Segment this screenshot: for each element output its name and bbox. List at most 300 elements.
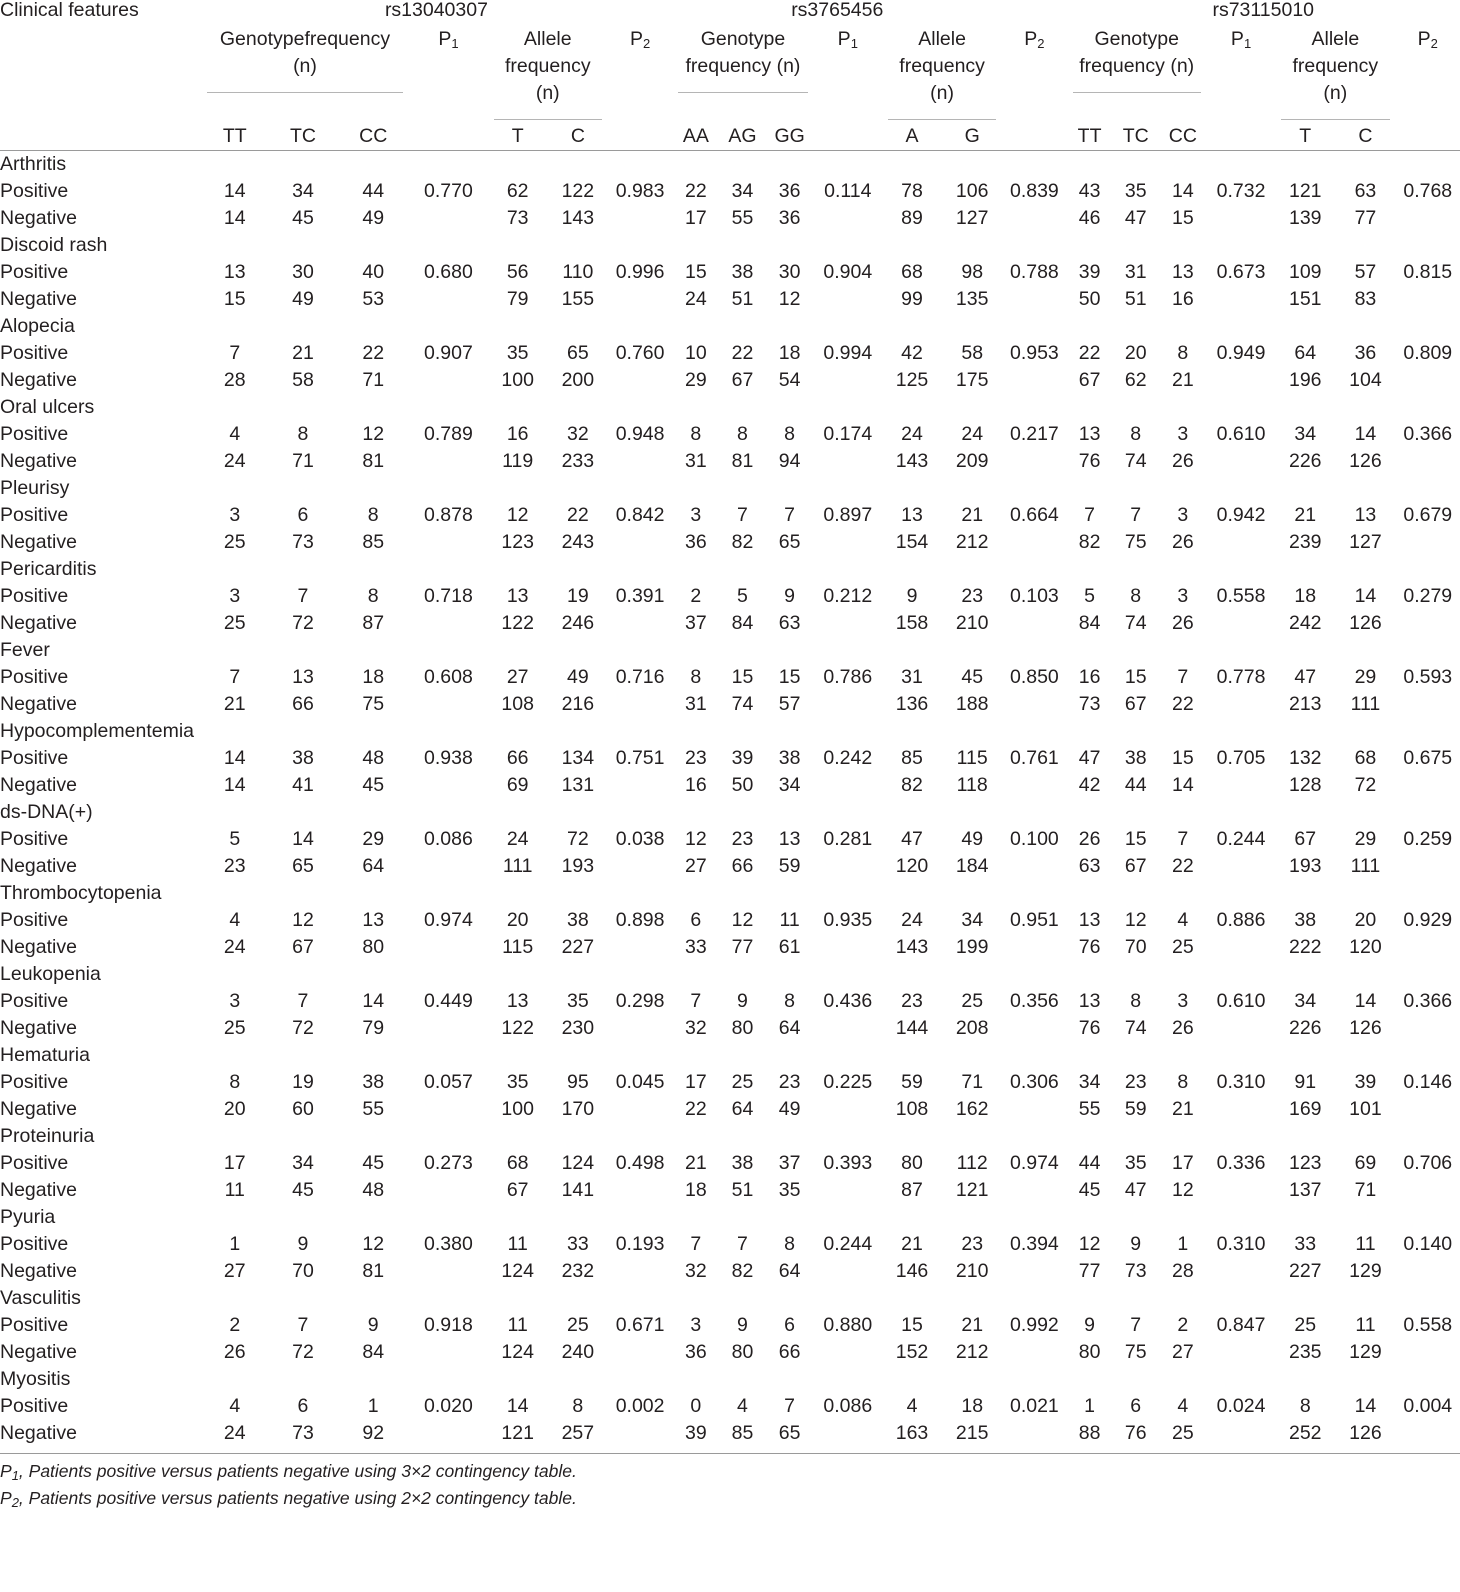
table-cell: 129 — [1349, 1260, 1382, 1282]
footnote-p2: $P_2$, Patients positive versus patients negative using 2×2 contingency table. — [0, 1488, 577, 1510]
negative-row — [0, 691, 1460, 718]
table-cell: 26 — [1172, 1017, 1194, 1039]
table-cell: 67 — [1294, 828, 1317, 850]
table-cell: 121 — [1288, 180, 1322, 202]
feature-label: Pyuria — [0, 1206, 56, 1228]
table-cell: 21 — [684, 1152, 707, 1174]
table-cell: 54 — [778, 369, 801, 391]
table-cell: 76 — [1124, 1422, 1147, 1444]
snp3-p1-heading: $P_1$ — [1230, 28, 1252, 51]
table-cell: 3 — [690, 1314, 702, 1336]
table-cell: 3 — [229, 990, 241, 1012]
table-cell — [1002, 772, 1066, 799]
snp2-genotype-col: AG — [719, 123, 765, 151]
table-cell: 21 — [1172, 369, 1194, 391]
table-cell — [409, 448, 487, 475]
snp3-genotype-heading: Genotype frequency (n) — [1073, 20, 1201, 93]
table-cell: 10 — [684, 342, 707, 364]
table-cell: 14 — [1172, 774, 1194, 796]
table-cell: 123 — [501, 531, 534, 553]
table-cell: 232 — [561, 1260, 595, 1282]
table-cell: 14 — [506, 1395, 529, 1417]
table-cell: 143 — [895, 936, 929, 958]
table-cell: 68 — [901, 261, 923, 283]
table-cell: 137 — [1288, 1179, 1322, 1201]
table-cell: 37 — [778, 1152, 801, 1174]
row-label: Negative — [0, 612, 77, 634]
table-cell: 11 — [779, 909, 800, 931]
table-cell: 7 — [297, 585, 309, 607]
snp2-allele-col: G — [942, 123, 1002, 151]
table-cell: 32 — [684, 1017, 707, 1039]
table-cell: 0.449 — [424, 990, 473, 1012]
table-cell: 196 — [1288, 369, 1322, 391]
feature-row — [0, 151, 1460, 179]
table-cell: 12 — [1078, 1233, 1101, 1255]
table-cell: 23 — [901, 990, 923, 1012]
table-cell: 55 — [1078, 1098, 1101, 1120]
table-cell: 67 — [506, 1179, 529, 1201]
table-cell: 209 — [955, 450, 989, 472]
table-cell: 75 — [1124, 531, 1147, 553]
table-cell: 19 — [292, 1071, 314, 1093]
positive-row — [0, 340, 1460, 367]
table-cell: 125 — [895, 369, 929, 391]
table-cell: 17 — [1172, 1152, 1194, 1174]
table-cell: 0.953 — [1009, 342, 1059, 364]
table-cell: 14 — [1354, 990, 1377, 1012]
table-cell: 7 — [229, 342, 241, 364]
table-cell: 82 — [1078, 531, 1101, 553]
table-cell: 87 — [362, 612, 385, 634]
table-cell: 72 — [292, 1341, 314, 1363]
feature-label: Proteinuria — [0, 1125, 95, 1147]
table-cell — [608, 448, 672, 475]
table-cell: 104 — [1349, 369, 1382, 391]
table-cell: 4 — [737, 1395, 748, 1417]
table-cell: 216 — [561, 693, 595, 715]
table-cell: 0.242 — [823, 747, 873, 769]
table-cell: 0.279 — [1403, 585, 1453, 607]
positive-row — [0, 826, 1460, 853]
table-cell: 0.974 — [1009, 1152, 1059, 1174]
snp3-allele-heading: Allele frequency (n) — [1281, 20, 1389, 120]
table-cell: 16 — [684, 774, 707, 796]
table-cell: 7 — [1130, 1314, 1142, 1336]
table-cell: 18 — [961, 1395, 984, 1417]
table-cell: 53 — [362, 288, 385, 310]
table-cell: 13 — [506, 990, 529, 1012]
table-cell: 243 — [561, 531, 595, 553]
table-cell: 73 — [506, 207, 529, 229]
table-cell: 0.842 — [615, 504, 665, 526]
snp1-p2-heading: $P_2$ — [629, 28, 651, 51]
table-cell: 47 — [901, 828, 923, 850]
feature-label: Oral ulcers — [0, 396, 95, 418]
table-cell: 11 — [1355, 1233, 1376, 1255]
table-cell: 0.436 — [823, 990, 873, 1012]
table-cell: 0.045 — [615, 1071, 665, 1093]
table-cell: 25 — [567, 1314, 589, 1336]
table-cell: 199 — [955, 936, 989, 958]
table-cell: 63 — [778, 612, 801, 634]
header-row-genotypes — [0, 123, 1460, 151]
table-cell: 38 — [292, 747, 314, 769]
table-cell: 0.259 — [1403, 828, 1453, 850]
table-cell: 20 — [1124, 342, 1147, 364]
table-cell: 6 — [784, 1314, 796, 1336]
table-cell: 108 — [895, 1098, 929, 1120]
table-cell: 69 — [506, 774, 529, 796]
snp3-genotype-col: TC — [1113, 123, 1159, 151]
table-cell: 12 — [362, 1233, 385, 1255]
table-cell: 64 — [778, 1260, 801, 1282]
table-cell: 0.761 — [1009, 747, 1059, 769]
table-cell: 0.086 — [424, 828, 473, 850]
table-cell: 120 — [1349, 936, 1382, 958]
row-label: Positive — [0, 585, 69, 607]
table-cell: 12 — [731, 909, 754, 931]
table-cell: 101 — [1349, 1098, 1382, 1120]
table-cell: 32 — [684, 1260, 707, 1282]
table-cell: 84 — [731, 612, 754, 634]
table-cell — [1396, 367, 1460, 394]
table-cell — [1002, 1177, 1066, 1204]
table-cell: 4 — [229, 909, 241, 931]
table-cell: 44 — [362, 180, 385, 202]
table-cell: 6 — [690, 909, 702, 931]
table-cell — [409, 934, 487, 961]
table-cell: 82 — [901, 774, 923, 796]
table-cell: 60 — [292, 1098, 314, 1120]
table-cell: 31 — [1124, 261, 1147, 283]
table-cell: 100 — [501, 1098, 534, 1120]
table-cell: 14 — [1354, 585, 1377, 607]
table-cell: 155 — [561, 288, 595, 310]
table-cell — [1396, 1096, 1460, 1123]
table-cell: 13 — [223, 261, 246, 283]
table-cell: 0.847 — [1216, 1314, 1266, 1336]
table-cell — [409, 1339, 487, 1366]
table-cell — [608, 691, 672, 718]
table-cell: 27 — [1172, 1341, 1194, 1363]
table-cell — [814, 853, 882, 880]
negative-row — [0, 448, 1460, 475]
table-cell: 15 — [1124, 666, 1147, 688]
feature-label: Discoid rash — [0, 234, 108, 256]
table-cell: 13 — [1078, 990, 1101, 1012]
table-cell — [814, 1339, 882, 1366]
table-cell: 14 — [223, 180, 246, 202]
table-cell: 72 — [292, 612, 314, 634]
table-cell: 13 — [1078, 909, 1101, 931]
table-cell: 7 — [737, 504, 748, 526]
footnotes — [0, 1453, 1460, 1512]
table-cell: 162 — [955, 1098, 989, 1120]
table-cell: 26 — [1172, 612, 1194, 634]
row-label: Positive — [0, 342, 69, 364]
table-cell: 64 — [362, 855, 385, 877]
table-cell: 45 — [362, 774, 385, 796]
table-cell: 0.680 — [424, 261, 473, 283]
table-cell — [1207, 1015, 1275, 1042]
table-cell: 30 — [292, 261, 314, 283]
table-cell: 20 — [506, 909, 529, 931]
table-cell: 22 — [684, 180, 707, 202]
table-cell: 8 — [784, 990, 796, 1012]
table-cell: 5 — [737, 585, 748, 607]
table-cell — [1207, 1096, 1275, 1123]
table-cell: 49 — [567, 666, 589, 688]
table-cell: 64 — [1294, 342, 1317, 364]
table-cell: 12 — [684, 828, 707, 850]
table-cell: 13 — [778, 828, 801, 850]
feature-label: Myositis — [0, 1368, 71, 1390]
table-cell: 45 — [362, 1152, 385, 1174]
table-cell: 0.705 — [1216, 747, 1266, 769]
table-cell: 15 — [901, 1314, 923, 1336]
table-cell: 16 — [506, 423, 529, 445]
table-cell: 56 — [506, 261, 529, 283]
table-cell: 4 — [1177, 909, 1189, 931]
table-cell: 67 — [292, 936, 314, 958]
table-cell: 8 — [784, 1233, 796, 1255]
table-cell: 25 — [223, 531, 246, 553]
table-cell: 0.394 — [1009, 1233, 1059, 1255]
table-cell: 122 — [501, 1017, 534, 1039]
table-cell: 72 — [292, 1017, 314, 1039]
table-cell — [409, 1177, 487, 1204]
table-cell: 24 — [506, 828, 529, 850]
table-cell: 33 — [684, 936, 707, 958]
table-cell: 1 — [367, 1395, 379, 1417]
table-cell: 0.024 — [1216, 1395, 1266, 1417]
table-cell — [1207, 1339, 1275, 1366]
table-cell: 47 — [1294, 666, 1317, 688]
table-cell: 17 — [684, 207, 707, 229]
feature-label: Hematuria — [0, 1044, 90, 1066]
table-cell: 0.610 — [1216, 990, 1266, 1012]
table-cell: 115 — [956, 747, 988, 769]
table-cell — [814, 286, 882, 313]
table-cell: 20 — [1354, 909, 1377, 931]
row-label: Negative — [0, 1341, 77, 1363]
table-body — [0, 151, 1460, 1448]
table-cell — [608, 205, 672, 232]
table-cell: 66 — [731, 855, 754, 877]
negative-row — [0, 529, 1460, 556]
table-cell: 0.994 — [823, 342, 873, 364]
snp-heading-2: rs3765456 — [791, 0, 884, 21]
table-cell: 0.310 — [1216, 1071, 1266, 1093]
table-cell: 28 — [223, 369, 246, 391]
table-cell — [814, 1177, 882, 1204]
table-cell: 39 — [1354, 1071, 1377, 1093]
table-cell: 136 — [895, 693, 929, 715]
feature-label: Hypocomplementemia — [0, 720, 195, 742]
table-cell: 65 — [292, 855, 314, 877]
table-cell: 29 — [362, 828, 385, 850]
table-cell: 3 — [690, 504, 702, 526]
table-cell: 0 — [690, 1395, 702, 1417]
snp1-genotype-col: TC — [269, 123, 337, 151]
table-cell: 0.244 — [1216, 828, 1266, 850]
table-cell: 2 — [690, 585, 702, 607]
table-cell: 222 — [1288, 936, 1322, 958]
row-label: Negative — [0, 288, 77, 310]
table-cell: 0.850 — [1009, 666, 1059, 688]
table-cell: 0.610 — [1216, 423, 1266, 445]
row-label: Negative — [0, 1017, 77, 1039]
table-cell: 100 — [501, 369, 534, 391]
table-cell: 38 — [567, 909, 589, 931]
table-cell: 22 — [1172, 855, 1194, 877]
table-cell: 200 — [561, 369, 595, 391]
table-cell: 38 — [362, 1071, 385, 1093]
feature-row — [0, 1366, 1460, 1393]
table-cell: 141 — [561, 1179, 595, 1201]
table-cell: 0.679 — [1403, 504, 1453, 526]
table-cell: 14 — [1172, 180, 1194, 202]
row-label: Positive — [0, 180, 69, 202]
table-cell: 193 — [561, 855, 595, 877]
table-cell: 0.918 — [424, 1314, 473, 1336]
table-cell: 106 — [955, 180, 989, 202]
table-cell — [608, 1339, 672, 1366]
table-cell — [608, 853, 672, 880]
table-cell: 239 — [1288, 531, 1322, 553]
table-cell — [409, 1420, 487, 1447]
table-cell: 0.212 — [823, 585, 873, 607]
table-cell: 36 — [1354, 342, 1377, 364]
table-cell: 13 — [901, 504, 923, 526]
table-cell: 188 — [955, 693, 989, 715]
positive-row — [0, 664, 1460, 691]
table-cell: 7 — [297, 1314, 309, 1336]
table-cell: 89 — [901, 207, 923, 229]
table-cell: 29 — [1354, 828, 1377, 850]
table-cell: 127 — [955, 207, 989, 229]
table-cell — [409, 286, 487, 313]
table-cell — [608, 1015, 672, 1042]
snp2-p2-heading: $P_2$ — [1024, 28, 1045, 51]
table-cell — [1002, 1096, 1066, 1123]
table-cell: 34 — [292, 1152, 314, 1174]
table-cell — [409, 772, 487, 799]
table-cell: 0.671 — [615, 1314, 665, 1336]
row-label: Positive — [0, 1152, 69, 1174]
table-cell: 34 — [1294, 423, 1317, 445]
table-cell: 0.086 — [823, 1395, 873, 1417]
table-cell: 15 — [1172, 207, 1194, 229]
table-cell: 31 — [901, 666, 923, 688]
table-cell: 126 — [1349, 1017, 1382, 1039]
table-cell — [1002, 1015, 1066, 1042]
negative-row — [0, 1339, 1460, 1366]
table-cell: 233 — [561, 450, 595, 472]
table-cell: 81 — [362, 1260, 385, 1282]
feature-label: Thrombocytopenia — [0, 882, 162, 904]
table-cell: 45 — [292, 207, 314, 229]
positive-row — [0, 1231, 1460, 1258]
row-label: Positive — [0, 504, 69, 526]
table-cell: 48 — [362, 747, 385, 769]
table-cell: 7 — [1177, 666, 1189, 688]
table-cell: 15 — [1124, 828, 1147, 850]
table-cell: 19 — [567, 585, 589, 607]
table-cell: 91 — [1294, 1071, 1317, 1093]
table-cell: 154 — [895, 531, 929, 553]
table-cell: 0.306 — [1009, 1071, 1059, 1093]
table-cell: 15 — [1172, 747, 1194, 769]
positive-row — [0, 502, 1460, 529]
table-cell: 16 — [1078, 666, 1101, 688]
table-cell: 80 — [901, 1152, 923, 1174]
table-cell: 11 — [507, 1314, 528, 1336]
table-cell: 25 — [1172, 936, 1194, 958]
table-cell: 0.809 — [1403, 342, 1453, 364]
table-cell: 15 — [778, 666, 801, 688]
table-cell: 23 — [961, 1233, 984, 1255]
row-label: Negative — [0, 207, 77, 229]
row-label: Negative — [0, 855, 77, 877]
table-cell: 23 — [778, 1071, 801, 1093]
table-cell: 122 — [501, 612, 534, 634]
row-label: Negative — [0, 774, 77, 796]
table-cell: 34 — [1078, 1071, 1101, 1093]
table-cell: 13 — [362, 909, 385, 931]
table-cell: 0.992 — [1009, 1314, 1059, 1336]
table-cell: 128 — [1288, 774, 1322, 796]
table-cell: 170 — [561, 1098, 595, 1120]
table-cell: 57 — [1354, 261, 1377, 283]
row-label: Negative — [0, 693, 77, 715]
positive-row — [0, 1069, 1460, 1096]
table-cell: 82 — [731, 531, 754, 553]
table-cell: 118 — [956, 774, 988, 796]
table-cell: 122 — [561, 180, 595, 202]
table-cell: 0.951 — [1009, 909, 1059, 931]
table-cell — [1396, 1339, 1460, 1366]
positive-row — [0, 988, 1460, 1015]
table-cell: 21 — [292, 342, 314, 364]
table-cell — [814, 610, 882, 637]
table-cell: 139 — [1288, 207, 1322, 229]
table-cell: 29 — [1354, 666, 1377, 688]
table-cell — [608, 1177, 672, 1204]
table-cell: 24 — [223, 450, 246, 472]
table-cell: 0.732 — [1216, 180, 1266, 202]
table-cell: 49 — [778, 1098, 801, 1120]
table-cell: 99 — [901, 288, 923, 310]
table-cell: 92 — [362, 1422, 385, 1444]
table-cell — [1207, 1258, 1275, 1285]
table-cell — [409, 691, 487, 718]
table-cell: 36 — [684, 1341, 707, 1363]
table-cell: 0.244 — [823, 1233, 873, 1255]
table-cell: 3 — [229, 504, 241, 526]
table-cell: 0.878 — [424, 504, 473, 526]
table-cell: 23 — [1124, 1071, 1147, 1093]
table-cell: 74 — [731, 693, 754, 715]
table-cell — [814, 1096, 882, 1123]
table-cell: 0.057 — [424, 1071, 473, 1093]
negative-row — [0, 934, 1460, 961]
table-cell: 0.673 — [1216, 261, 1266, 283]
table-cell: 22 — [567, 504, 589, 526]
table-cell: 0.942 — [1216, 504, 1266, 526]
row-label: Negative — [0, 1422, 77, 1444]
